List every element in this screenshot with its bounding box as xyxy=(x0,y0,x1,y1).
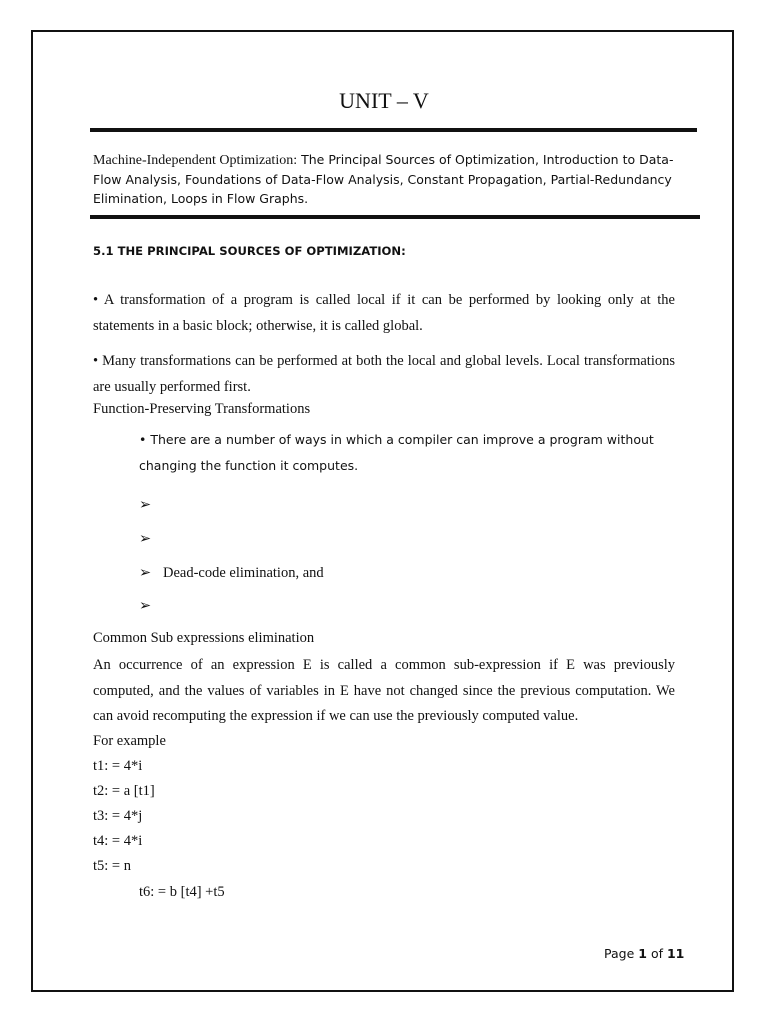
top-rule xyxy=(90,128,697,132)
arrow-bullet-icon: ➢ xyxy=(139,497,152,513)
section-heading: 5.1 THE PRINCIPAL SOURCES OF OPTIMIZATION: xyxy=(93,244,406,258)
paragraph-levels: • Many transformations can be performed at both the local and global levels. Local transformations are usually performed first. xyxy=(93,353,675,395)
unit-summary xyxy=(93,150,683,208)
of-word: of xyxy=(650,946,663,961)
list-item xyxy=(139,497,163,514)
bottom-rule xyxy=(90,215,700,219)
list-item xyxy=(139,598,163,615)
code-line: t3: = 4*j xyxy=(93,808,143,824)
list-item xyxy=(139,531,163,548)
arrow-bullet-icon: ➢ xyxy=(139,598,152,614)
page-number xyxy=(604,946,684,961)
example-label: For example xyxy=(93,733,166,749)
total-pages: 11 xyxy=(666,946,685,961)
list-item xyxy=(139,565,324,582)
fpt-bullet: • There are a number of ways in which a compiler can improve a program without changing the function it computes. xyxy=(139,432,654,473)
list-item-text: Dead-code elimination, and xyxy=(163,565,324,581)
code-line: t5: = n xyxy=(93,858,131,874)
code-line: t1: = 4*i xyxy=(93,758,143,774)
page-title: UNIT – V xyxy=(339,88,429,113)
current-page: 1 xyxy=(638,946,647,961)
summary-lead: Machine-Independent Optimization: xyxy=(93,153,298,168)
arrow-bullet-icon: ➢ xyxy=(139,565,152,581)
code-line: t4: = 4*i xyxy=(93,833,143,849)
cse-heading: Common Sub expressions elimination xyxy=(93,630,315,646)
arrow-bullet-icon: ➢ xyxy=(139,531,152,547)
code-line: t6: = b [t4] +t5 xyxy=(139,884,225,900)
paragraph-local-global: • A transformation of a program is called local if it can be performed by looking only at the statements in a basic block; otherwise, it is called global. xyxy=(93,292,675,334)
subsection-heading: Function-Preserving Transformations xyxy=(93,401,311,417)
page-word: Page xyxy=(604,946,635,961)
summary-text: The Principal Sources of Optimization, Introduction to Data-Flow Analysis, Foundations of Data-Flow Analysis, Constant Propagation, Partial-Redundancy Elimination, Loops in Flow Graphs. xyxy=(93,152,674,206)
cse-paragraph: An occurrence of an expression E is called a common sub-expression if E was previously computed, and the values of variables in E have not changed since the previous computation. We can avoid recomputing the expression if we can use the previously computed value. xyxy=(93,657,675,724)
code-line: t2: = a [t1] xyxy=(93,783,155,799)
